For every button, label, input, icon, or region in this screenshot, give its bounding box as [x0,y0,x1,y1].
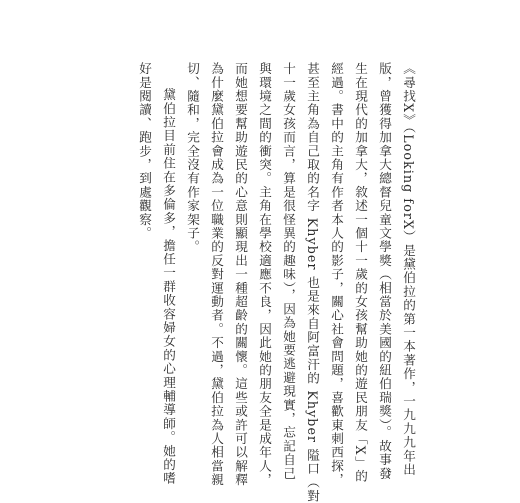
text-column-7: 與環境之間的衝突。主角在學校適應不良，因此她的朋友全是成年人， [257,62,272,487]
text-column-11: 黛伯拉目前住在多倫多，擔任一群收容婦女的心理輔導師。她的嗜 [161,88,176,486]
text-column-9: 為什麼黛伯拉會成為一位職業的反對運動者。不過，黛伯拉為人相當親 [209,62,224,487]
text-column-5: 甚至主角為自己取的名字 Khyber 也是來自阿富汗的 Khyber 隘口（對 [305,62,320,503]
text-column-3: 生在現代的加拿大，敘述一個十一歲的女孩幫助她的遊民朋友「X」的 [353,62,368,484]
text-column-2: 版，曾獲得加拿大總督兒童文學獎（相當於美國的紐伯瑞獎）。故事發 [377,62,392,481]
text-column-10: 切、隨和，完全沒有作家架子。 [185,62,200,254]
text-column-4: 經過。書中的主角有作者本人的影子，關心社會問題，喜歡東刺西探， [329,62,344,487]
text-column-12: 好是閱讀、跑步，到處觀察。 [137,62,152,241]
text-column-6: 十一歲女孩而言，算是很怪異的趣味），因為她要逃避現實，忘記自己 [281,62,296,481]
text-column-8: 而她想要幫助遊民的心意則顯現出一種超齡的關懷。這些或許可以解釋 [233,62,248,487]
text-column-1: 《尋找X》（Looking forX）是黛伯拉的第一本著作，一九九九年出 [401,62,416,477]
